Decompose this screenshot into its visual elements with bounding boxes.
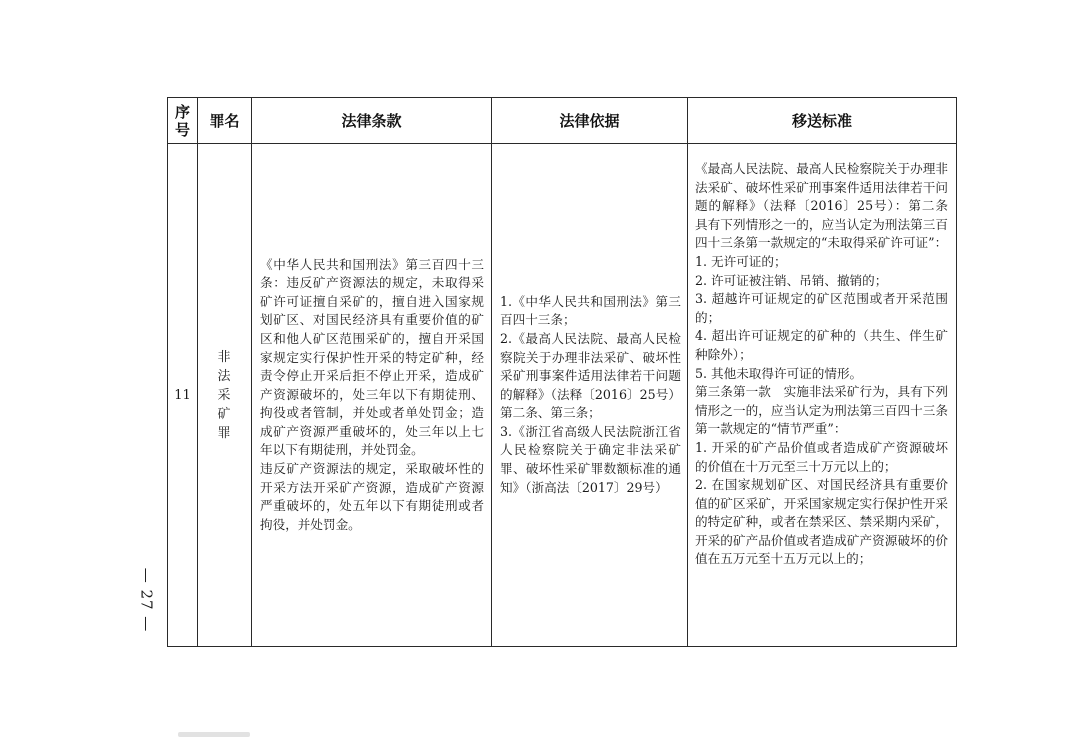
header-row [168, 98, 957, 144]
standard-item: 4. 超出许可证规定的矿种的（共生、伴生矿种除外）； [695, 328, 948, 362]
basis-item: 1.《中华人民共和国刑法》第三百四十三条； [500, 293, 681, 328]
standard-paragraph: 第三条第一款 实施非法采矿行为，具有下列情形之一的，应当认定为刑法第三百四十三条第一款规定的“情节严重”： [695, 384, 948, 437]
basis-item: 2.《最高人民法院、最高人民检察院关于办理非法采矿、破坏性采矿刑事案件适用法律若干问题的解释》（法释〔2016〕25号）第二条、第三条； [500, 330, 681, 421]
standard-paragraph: 《最高人民法院、最高人民检察院关于办理非法采矿、破坏性采矿刑事案件适用法律若干问题的解释》（法释〔2016〕25号）：第二条 具有下列情形之一的，应当认定为刑法第三百四十三条第一款规定的“未取得采矿许可证”： [695, 161, 961, 251]
basis-item: 3.《浙江省高级人民法院浙江省人民检察院关于确定非法采矿罪、破坏性采矿罪数额标准的通知》（浙高法〔2017〕29号） [500, 423, 681, 495]
standard-item: 2. 在国家规划矿区、对国民经济具有重要价值的矿区采矿，开采国家规定实行保护性开采的特定矿种，或者在禁采区、禁采期内采矿，开采的矿产品价值或者造成矿产资源破坏的价值在五万元至十五万元以上的； [695, 477, 948, 567]
row-transfer-standard [688, 144, 961, 647]
row-crime-name: 非法采矿罪 [217, 349, 231, 441]
page-number [131, 560, 161, 640]
standard-item: 1. 开采的矿产品价值或者造成矿产资源破坏的价值在十万元至三十万元以上的； [695, 439, 948, 474]
row-serial-number: 11 [168, 144, 198, 647]
header-legal-basis: 法律依据 [492, 98, 688, 144]
table-row [168, 144, 957, 647]
regulation-table [167, 97, 961, 647]
standard-item: 5. 其他未取得许可证的情形。 [695, 365, 863, 381]
header-transfer-standard: 移送标准 [688, 98, 957, 144]
row-legal-basis [492, 144, 688, 647]
footer-divider [178, 732, 250, 737]
standard-item: 1. 无许可证的； [695, 253, 787, 269]
header-crime-name: 罪名 [198, 98, 252, 144]
clause-paragraph: 违反矿产资源法的规定，采取破坏性的开采方法开采矿产资源，造成矿产资源严重破坏的，处五年以下有期徒刑或者拘役，并处罚金。 [260, 461, 484, 532]
row-legal-clause [252, 144, 492, 647]
header-legal-clause: 法律条款 [252, 98, 492, 144]
standard-item: 3. 超越许可证规定的矿区范围或者开采范围的； [695, 291, 948, 325]
header-serial-number: 序号 [168, 98, 198, 144]
row-crime-cell [198, 144, 252, 647]
page-number-text: — 27 — [137, 567, 155, 633]
clause-paragraph: 《中华人民共和国刑法》第三百四十三条：违反矿产资源法的规定，未取得采矿许可证擅自采矿的，擅自进入国家规划矿区、对国民经济具有重要价值的矿区和他人矿区范围采矿的，擅自开采国家规定实行保护性开采的特定矿种，经责令停止开采后拒不停止开采，造成矿产资源破坏的，处三年以下有期徒刑、拘役或者管制，并处或者单处罚金；造成矿产资源严重破坏的，处三年以上七年以下有期徒刑，并处罚金。 [260, 256, 484, 458]
standard-item: 2. 许可证被注销、吊销、撤销的； [695, 272, 888, 288]
